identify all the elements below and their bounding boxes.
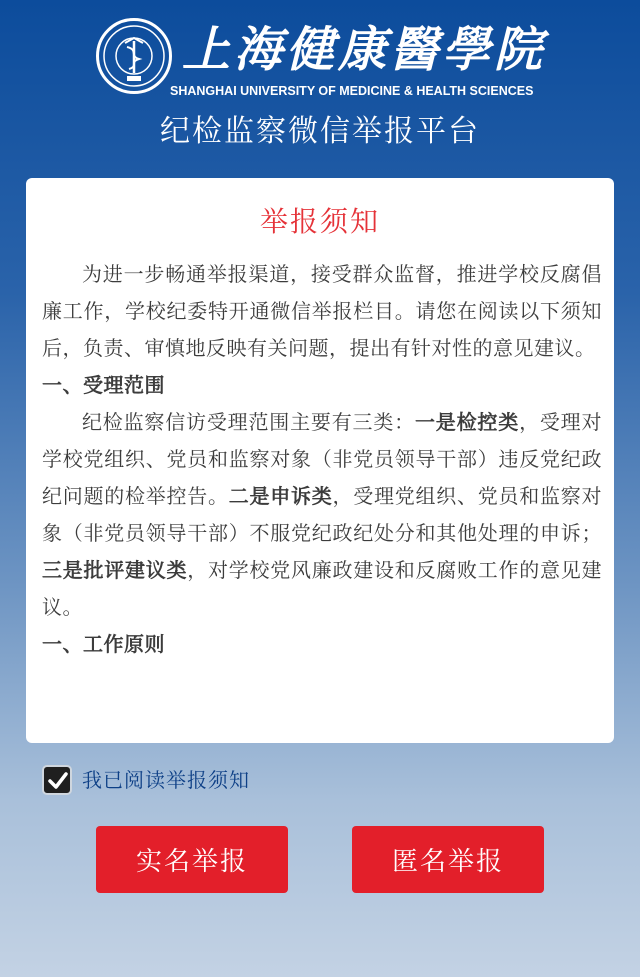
notice-card[interactable]: [26, 178, 614, 743]
notice-intro: 为进一步畅通举报渠道，接受群众监督，推进学校反腐倡廉工作，学校纪委特开通微信举报栏目。请您在阅读以下须知后，负责、审慎地反映有关问题，提出有针对性的意见建议。: [42, 262, 602, 360]
agreement-checkbox[interactable]: [42, 765, 72, 795]
category-3-title: 三是批评建议类: [42, 558, 188, 582]
section-text: [42, 404, 602, 626]
agreement-label[interactable]: 我已阅读举报须知: [82, 768, 250, 792]
anonymous-report-button[interactable]: 匿名举报: [352, 826, 544, 893]
school-name-cn: 上海健康醫學院: [182, 22, 547, 78]
real-name-report-button[interactable]: 实名举报: [96, 826, 288, 893]
category-3-text: ，对学校党风廉政建设和反腐败工作的意见建议。: [42, 558, 602, 619]
school-emblem-icon: [96, 18, 172, 94]
platform-title: 纪检监察微信举报平台: [160, 114, 480, 149]
category-2-text: ，受理党组织、党员和监察对象（非党员领导干部）不服党纪政纪处分和其他处理的申诉；: [42, 484, 602, 545]
category-1-title: 一是检控类: [415, 410, 520, 434]
header: [0, 0, 640, 170]
section-heading: 一、受理范围: [42, 373, 165, 397]
school-name-en: SHANGHAI UNIVERSITY OF MEDICINE & HEALTH SCIENCES: [170, 84, 534, 98]
section-lead: 纪检监察信访受理范围主要有三类：: [82, 410, 415, 434]
checkmark-icon: [47, 770, 69, 792]
notice-body[interactable]: [42, 256, 602, 736]
category-1-text: ，受理对学校党组织、党员和监察对象（非党员领导干部）违反党纪政纪问题的检举控告。: [42, 410, 602, 508]
category-2-title: 二是申诉类: [228, 484, 333, 508]
section-heading: 一、工作原则: [42, 632, 165, 656]
agreement-row[interactable]: [42, 764, 342, 796]
notice-title: 举报须知: [259, 205, 380, 238]
school-logo: [96, 14, 556, 104]
